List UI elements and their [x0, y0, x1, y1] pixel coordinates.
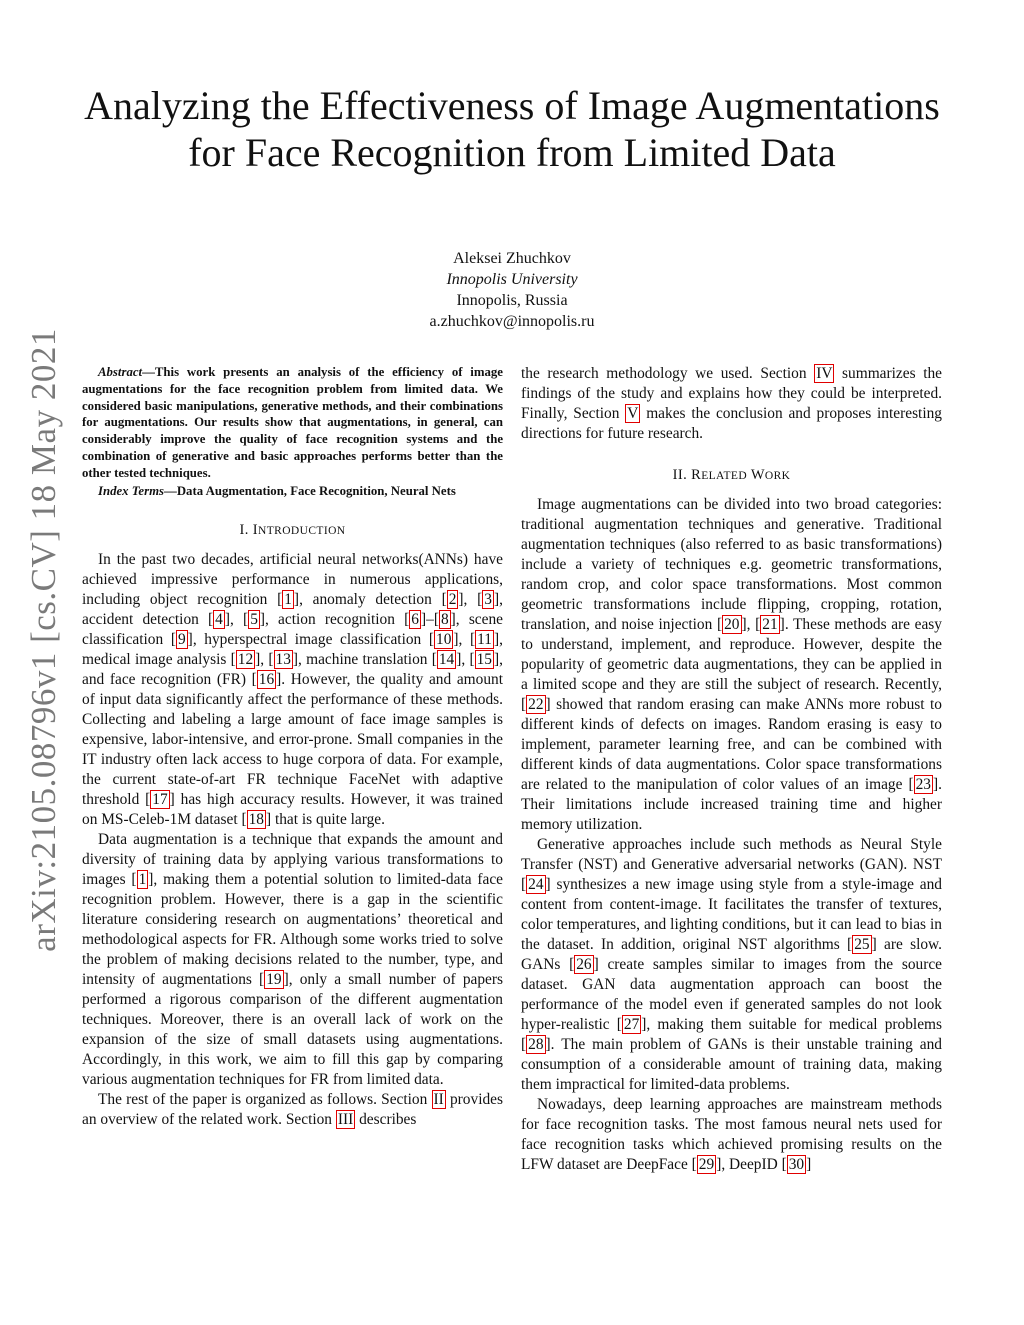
citation-link[interactable]: 21 [762, 616, 778, 633]
citation-link[interactable]: 9 [177, 631, 186, 649]
citation-link[interactable]: 25 [854, 936, 870, 953]
citation-link[interactable]: 27 [623, 1016, 640, 1033]
section-link[interactable]: III [337, 1111, 354, 1129]
author-affiliation: Innopolis University [446, 271, 578, 288]
citation-link[interactable]: 4 [215, 611, 223, 629]
citation-link[interactable]: 11 [477, 631, 492, 649]
citation-link[interactable]: 16 [258, 671, 275, 689]
citation-link[interactable]: 13 [275, 651, 291, 669]
author-block [0, 248, 1024, 332]
citation-link[interactable]: 2 [448, 591, 457, 609]
citation-link[interactable]: 5 [250, 611, 258, 629]
citation-link[interactable]: 24 [528, 876, 544, 893]
section-link[interactable]: IV [816, 365, 833, 382]
citation-link[interactable]: 12 [237, 651, 254, 669]
author-name: Aleksei Zhuchkov [453, 250, 571, 267]
citation-link[interactable]: 26 [576, 956, 592, 973]
intro-paragraph-2: Data augmentation is a technique that expands the amount and diversity of training data by applying various transformations to images [ 1 ], making them a potential solution to limited-data face recognition problem. However, there is a gap in the scientific literature considering research on augmentations’ theoretical and methodological aspects for FR. Although some works tried to solve the problem of making decisions related to the number, type, and intensity of augmentations [ 19 ], only a small number of papers performed a rigorous comparison of the different augmentation techniques. Moreover, there is an overall lack of work on the expansion of the size of small datasets using augmentations. Accordingly, in this work, we aim to fill this gap by comparing various augmentation techniques for FR from limited data. [82, 831, 503, 1089]
arxiv-identifier-stamp[interactable]: arXiv:2105.08796v1 [cs.CV] 18 May 2021 [24, 328, 63, 952]
intro-paragraph-1: In the past two decades, artificial neural networks(ANNs) have achieved impressive performance in numerous applications, including object recognition [ 1 ], anomaly detection [ 2 ], [ 3 ], accident detection [ 4 ], [ 5 ], action recognition [ 6 ]–[ 8 ], scene classification [ 9 ], hyperspectral image classification [ 10 ], [ 11 ], medical image analysis [ 12 ], [ 13 ], machine translation [ 14 ], [ 15 ], and face recognition (FR) [ 16 ]. However, the quality and amount of input data significantly affect the performance of these methods. Collecting and labeling a large amount of face image samples is expensive, labor-intensive, and error-prone. Small companies in the IT industry often lack access to huge corpora of data. For example, the current state-of-art FR technique FaceNet with adaptive threshold [ 17 ] has high accuracy results. However, it was trained on MS-Celeb-1M dataset [ 18 ] that is quite large. [82, 551, 504, 829]
citation-link[interactable]: 6 [411, 611, 419, 629]
citation-link[interactable]: 1 [138, 871, 147, 889]
intro-paragraph-3: The rest of the paper is organized as follows. Section II provides an overview of the related work. Section III describes [82, 1091, 503, 1129]
section-heading-introduction: I. INTRODUCTION [239, 522, 346, 539]
abstract-text: —This work presents an analysis of the efficiency of image augmentations for the face recognition problem from limited data. We considered basic manipulations, generative methods, and their combinations for augmentations. Our results show that augmentations, in general, can considerably improve the quality of face recognition systems and the combination of generative and basic approaches performs better than the other tested techniques. [82, 365, 503, 480]
citation-link[interactable]: 29 [698, 1156, 715, 1173]
section-link[interactable]: V [627, 405, 639, 422]
citation-link[interactable]: 14 [438, 651, 455, 669]
citation-link[interactable]: 15 [476, 651, 492, 669]
section-heading-related-work: II. RELATED WORK [672, 467, 791, 483]
abstract-label: Abstract [98, 365, 143, 379]
index-terms-text: —Data Augmentation, Face Recognition, Neural Nets [164, 483, 456, 498]
citation-link[interactable]: 28 [528, 1036, 544, 1053]
author-email[interactable]: a.zhuchkov@innopolis.ru [429, 313, 595, 330]
citation-link[interactable]: 17 [152, 791, 168, 809]
citation-link[interactable]: 3 [484, 591, 492, 609]
index-terms-label: Index Terms [98, 483, 165, 498]
author-location: Innopolis, Russia [456, 292, 568, 309]
citation-link[interactable]: 30 [788, 1156, 805, 1173]
right-column [521, 364, 942, 1175]
related-paragraph-3: Nowadays, deep learning approaches are mainstream methods for face recognition tasks. The most famous neural nets used for face recognition tasks which achieved promising results on the LFW dataset are DeepFace [ 29 ], DeepID [ 30 ] [521, 1096, 942, 1173]
abstract [82, 364, 503, 482]
citation-link[interactable]: 10 [436, 631, 452, 649]
related-paragraph-1: Image augmentations can be divided into two broad categories: traditional augmentation techniques and generative. Traditional augmentation techniques (also referred to as basic transformations) include a variety of techniques e.g. geometric transformations, random crop, and color space transformations. Most common geometric transformations include flipping, cropping, rotation, translation, and noise injection [ 20 ], [ 21 ]. These methods are easy to understand, implement, and reproduce. However, despite the popularity of geometric data augmentations, they can be applied in a limited scope and they are still the subject of research. Recently, [ 22 ] showed that random erasing can make ANNs more robust to different kinds of defects on images. Random erasing is easy to implement, parameter learning free, and can be combined with different kinds of data augmentations. Color space transformations are related to the manipulation of color values of an image [ 23 ]. Their limitations include increased training time and higher memory utilization. [521, 496, 942, 833]
paper-title: Analyzing the Effectiveness of Image Augmentations for Face Recognition from Limited Data [84, 83, 940, 175]
section-link[interactable]: II [433, 1091, 444, 1109]
citation-link[interactable]: 8 [440, 611, 449, 629]
citation-link[interactable]: 1 [284, 591, 292, 609]
left-column [82, 364, 503, 1130]
citation-link[interactable]: 20 [724, 616, 740, 633]
citation-link[interactable]: 23 [915, 776, 931, 793]
index-terms [82, 483, 503, 500]
intro-paragraph-3-continued: the research methodology we used. Section IV summarizes the findings of the study and explains how they could be interpreted. Finally, Section V makes the conclusion and proposes interesting directions for future research. [521, 365, 942, 442]
citation-link[interactable]: 19 [266, 971, 282, 989]
citation-link[interactable]: 22 [528, 696, 544, 713]
citation-link[interactable]: 18 [248, 811, 264, 829]
related-paragraph-2: Generative approaches include such methods as Neural Style Transfer (NST) and Generative adversarial networks (GAN). NST [ 24 ] synthesizes a new image using style from a style-image and content from content-image. It facilitates the transfer of textures, color temperatures, and lighting conditions, but it can lead to bias in the dataset. In addition, original NST algorithms [ 25 ] are slow. GANs [ 26 ] create samples similar to images from the source dataset. GAN data augmentation approach can boost the performance of the model even if generated samples do not look hyper-realistic [ 27 ], making them suitable for medical problems [ 28 ]. The main problem of GANs is their unstable training and consumption of a considerable amount of training data, making them impractical for limited-data problems. [521, 836, 943, 1093]
